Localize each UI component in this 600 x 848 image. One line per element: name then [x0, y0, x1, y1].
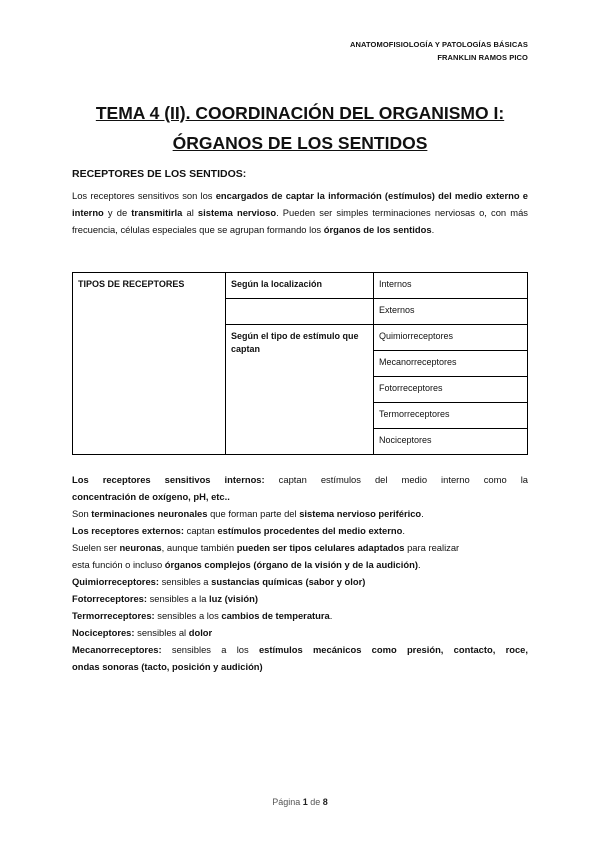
section-heading: RECEPTORES DE LOS SENTIDOS:	[72, 168, 247, 180]
intro-text: . Pueden ser simples terminaciones nerviosas o, con más frecuencia, células especiales que se agrupan formando los	[72, 207, 528, 235]
line-text: para realizar	[404, 542, 460, 553]
line-bold: pueden ser tipos celulares adaptados	[236, 542, 405, 553]
intro-text: Los receptores sensitivos son los	[72, 190, 216, 201]
table-cell: Termorreceptores	[374, 403, 528, 429]
line-bold: estímulos procedentes del medio externo	[217, 525, 403, 536]
text-line	[72, 624, 528, 641]
table-cell: Internos	[374, 273, 528, 299]
line-bold: estímulos mecánicos como presión, contacto, roce,	[258, 644, 528, 655]
line-text: .	[329, 610, 333, 621]
line-bold: neuronas	[119, 542, 162, 553]
line-bold: Los receptores sensitivos internos:	[72, 474, 265, 485]
line-bold: sistema nervioso periférico	[299, 508, 422, 519]
line-text: sensibles a los	[154, 610, 222, 621]
header-author: FRANKLIN RAMOS PICO	[437, 53, 528, 62]
text-line	[72, 658, 528, 675]
page-of: de	[307, 797, 323, 807]
intro-bold: encargados de captar la información (estímulos) del medio externo e interno	[72, 190, 528, 218]
table-header-cell: TIPOS DE RECEPTORES	[73, 273, 226, 455]
line-text: Suelen ser	[72, 542, 120, 553]
line-bold: Nociceptores:	[72, 627, 135, 638]
text-line	[72, 641, 528, 658]
table-cell: Fotorreceptores	[374, 377, 528, 403]
line-bold: Quimiorreceptores:	[72, 576, 160, 587]
line-text: .	[421, 508, 424, 519]
intro-bold: órganos de los sentidos	[323, 224, 432, 235]
intro-text: y de	[103, 207, 132, 218]
line-text: captan estímulos del medio interno como la	[264, 474, 528, 485]
line-bold: sustancias químicas (sabor y olor)	[211, 576, 366, 587]
total-pages: 8	[322, 797, 328, 807]
table-cell: Quimiorreceptores	[374, 325, 528, 351]
line-bold: Fotorreceptores:	[72, 593, 148, 604]
receptor-descriptions	[72, 471, 528, 675]
line-text: sensibles a los	[161, 644, 259, 655]
group-label-location: Según la localización	[226, 273, 374, 299]
line-text: esta función o incluso	[72, 559, 165, 570]
title-line-1: TEMA 4 (II). COORDINACIÓN DEL ORGANISMO I:	[95, 103, 505, 123]
text-line	[72, 539, 528, 556]
page-footer	[0, 797, 600, 807]
line-text: sensibles a	[159, 576, 212, 587]
group-label-spacer	[226, 299, 374, 325]
line-bold: ondas sonoras (tacto, posición y audición)	[72, 661, 263, 672]
text-line	[72, 573, 528, 590]
line-bold: dolor	[188, 627, 213, 638]
table-cell: Mecanorreceptores	[374, 351, 528, 377]
intro-text: .	[431, 224, 435, 235]
header-course: ANATOMOFISIOLOGÍA Y PATOLOGÍAS BÁSICAS	[350, 40, 528, 49]
line-bold: luz (visión)	[209, 593, 258, 604]
table-cell: Nociceptores	[374, 429, 528, 455]
group-label-stimulus: Según el tipo de estímulo que captan	[226, 325, 374, 455]
text-line	[72, 505, 528, 522]
intro-text: al	[182, 207, 198, 218]
current-page: 1	[302, 797, 308, 807]
line-text: captan	[184, 525, 218, 536]
line-text: .	[417, 559, 421, 570]
document-header	[350, 38, 528, 64]
intro-paragraph	[72, 187, 528, 238]
text-line	[72, 471, 528, 488]
line-text: .	[402, 525, 405, 536]
line-bold: Termorreceptores:	[72, 610, 155, 621]
line-text: sensibles a la	[147, 593, 210, 604]
line-bold: concentración de oxígeno, pH, etc..	[72, 491, 230, 502]
intro-bold: sistema nervioso	[197, 207, 277, 218]
line-text: Son	[72, 508, 92, 519]
table-cell: Externos	[374, 299, 528, 325]
text-line	[72, 607, 528, 624]
text-line	[72, 556, 528, 573]
page-title	[72, 98, 528, 158]
line-text: que forman parte del	[207, 508, 300, 519]
text-line	[72, 522, 528, 539]
text-line	[72, 590, 528, 607]
line-text: sensibles al	[134, 627, 189, 638]
line-bold: Los receptores externos:	[72, 525, 185, 536]
receptor-types-table	[72, 272, 528, 455]
text-line	[72, 488, 528, 505]
line-bold: órganos complejos (órgano de la visión y de la audición)	[164, 559, 418, 570]
line-bold: terminaciones neuronales	[91, 508, 208, 519]
line-text: , aunque también	[161, 542, 237, 553]
title-line-2: ÓRGANOS DE LOS SENTIDOS	[172, 133, 428, 153]
table-row	[73, 273, 528, 299]
page-label: Página	[272, 797, 303, 807]
line-bold: Mecanorreceptores:	[72, 644, 162, 655]
line-bold: cambios de temperatura	[221, 610, 330, 621]
intro-bold: transmitirla	[131, 207, 183, 218]
